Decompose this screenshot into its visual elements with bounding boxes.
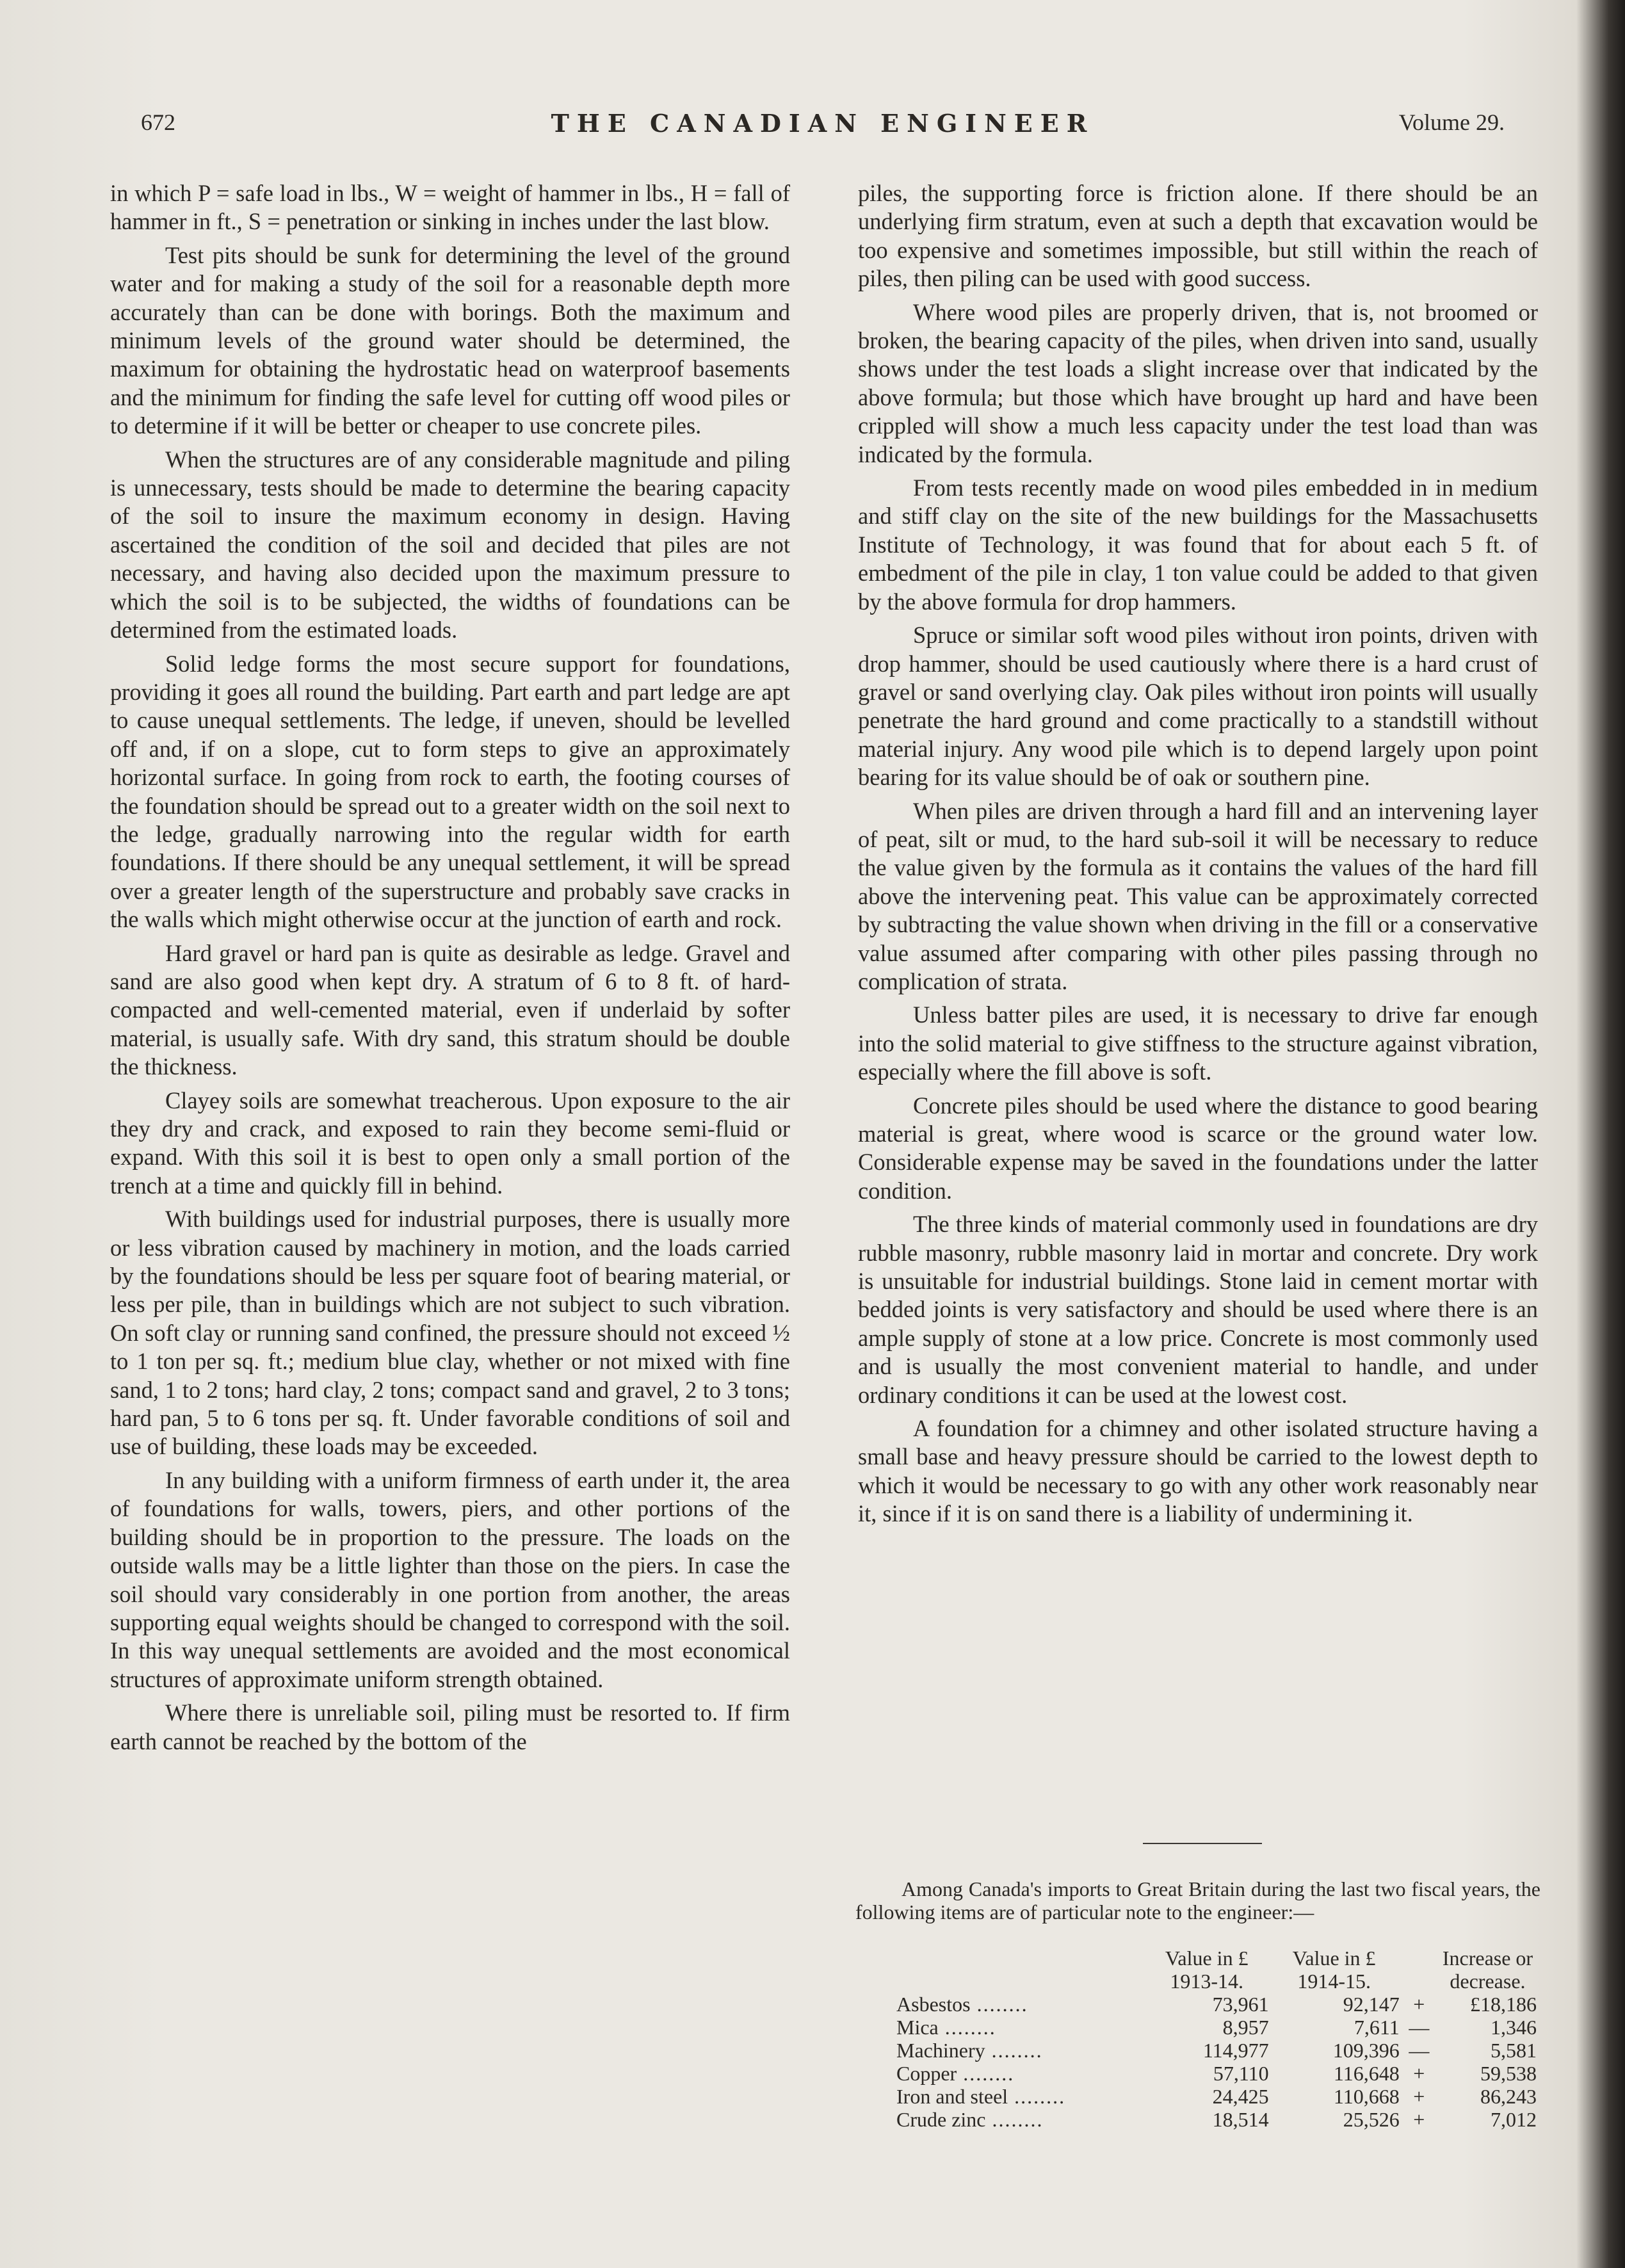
volume-label: Volume 29. <box>1398 109 1505 135</box>
leader-dots: ........ <box>985 2039 1043 2062</box>
value-1913-cell: 8,957 <box>1222 2016 1269 2039</box>
paragraph: Where wood piles are properly driven, that is, not broomed or broken, the bearing capacity of the piles, when driven into sand, usually shows under the test loads a slight increase over that indicated by the above formula; but those which have brought up hard and have been crippled will show a much less capacity under the test load than was indicated by the formula. <box>858 298 1538 467</box>
table-row <box>896 2108 1537 2131</box>
value-1913-header: Value in £ 1913-14. <box>1165 1947 1249 1993</box>
paragraph: in which P = safe load in lbs., W = weight of hammer in lbs., H = fall of hammer in ft., S = penetration or sinking in inches under the last blow. <box>110 180 790 235</box>
table-row <box>896 1993 1537 2016</box>
page-number: 672 <box>141 109 175 135</box>
paragraph: When piles are driven through a hard fill and an intervening layer of peat, silt or mud, to the hard sub-soil it will be necessary to reduce the value given by the formula as it contains the values of the hard fill above the intervening peat. This value can be approximately corrected by subtracting the value shown when driving in the fill or a conservative value assumed after comparing with other piles passing through no complication of strata. <box>858 797 1538 994</box>
change-cell: 7,012 <box>1491 2108 1537 2131</box>
paragraph: Where there is unreliable soil, piling must be resorted to. If firm earth cannot be reached by the bottom of the <box>110 1699 790 1754</box>
change-cell: 59,538 <box>1480 2062 1537 2085</box>
page-header <box>141 109 1505 147</box>
change-sign-cell: + <box>1413 2108 1425 2131</box>
paragraph: When the structures are of any considerable magnitude and piling is unnecessary, tests should be made to determine the bearing capacity of the soil to insure the maximum economy in design. Having ascertained the condition of the soil and decided that piles are not necessary, and having also decided upon the maximum pressure to which the soil is to be subjected, the widths of foundations can be determined from the estimated loads. <box>110 446 790 644</box>
table-row <box>896 2062 1537 2085</box>
table-row <box>896 2016 1537 2039</box>
imports-note <box>855 1877 1540 1924</box>
value-1914-header: Value in £ 1914-15. <box>1292 1947 1376 1993</box>
item-column-header <box>896 1947 1145 1993</box>
leader-dots: ........ <box>938 2016 996 2039</box>
paragraph: Clayey soils are somewhat treacherous. Upon exposure to the air they dry and crack, and exposed to rain they become semi-fluid or expand. With this soil it is best to open only a small portion of the trench at a time and quickly fill in behind. <box>110 1087 790 1199</box>
section-divider <box>1143 1843 1262 1844</box>
table-row <box>896 2039 1537 2062</box>
item-name: Iron and steel ........ <box>896 2085 1066 2108</box>
leader-dots: ........ <box>957 2062 1015 2085</box>
sign-column-header <box>1400 1947 1439 1993</box>
paragraph: Concrete piles should be used where the distance to good bearing material is great, where wood is scarce or the ground water low. Considerable expense may be saved in the foundations under the latter condition. <box>858 1092 1538 1204</box>
item-name: Mica ........ <box>896 2016 996 2039</box>
paragraph: Solid ledge forms the most secure support for foundations, providing it goes all round the building. Part earth and part ledge are apt to cause unequal settlements. The ledge, if uneven, should be levelled off and, if on a slope, cut to form steps to give an approximately horizontal surface. In going from rock to earth, the footing courses of the foundation should be spread out to a greater width on the soil next to the ledge, gradually narrowing into the regular width for earth foundations. If there should be any unequal settlement, it will be spread over a greater length of the superstructure and probably save cracks in the walls which might otherwise occur at the junction of earth and rock. <box>110 650 790 933</box>
imports-header-row <box>896 1947 1537 1993</box>
value-1914-cell: 7,611 <box>1354 2016 1400 2039</box>
value-1913-cell: 18,514 <box>1212 2108 1269 2131</box>
paragraph: Test pits should be sunk for determining the level of the ground water and for making a study of the soil for a reasonable depth more accurately than can be done with borings. Both the maximum and minimum levels of the ground water should be determined, the maximum for obtaining the hydrostatic head on waterproof basements and the minimum for finding the safe level for cutting off wood piles or to determine if it will be better or cheaper to use concrete piles. <box>110 241 790 439</box>
left-column <box>110 179 790 1761</box>
change-sign-cell: — <box>1409 2016 1430 2039</box>
change-sign-cell: + <box>1413 1993 1425 2016</box>
change-header: Increase or decrease. <box>1442 1947 1533 1993</box>
paragraph: piles, the supporting force is friction alone. If there should be an underlying firm stratum, even at such a depth that excavation would be too expensive and sometimes impossible, but still within the reach of piles, then piling can be used with good success. <box>858 180 1538 292</box>
value-1914-cell: 109,396 <box>1332 2039 1400 2062</box>
change-cell: £18,186 <box>1470 1993 1537 2016</box>
value-1913-cell: 57,110 <box>1213 2062 1269 2085</box>
paragraph: In any building with a uniform firmness of earth under it, the area of foundations for walls, towers, piers, and other portions of the building should be in proportion to the pressure. The loads on the outside walls may be a little lighter than those on the piers. In case the soil should vary considerably in one portion from another, the areas supporting equal weights should be changed to correspond with the soil. In this way unequal settlements are avoided and the most economical structures of approximate uniform strength obtained. <box>110 1466 790 1692</box>
paragraph: A foundation for a chimney and other isolated structure having a small base and heavy pressure should be carried to the lowest depth to which it would be necessary to go with any other work reasonably near it, since if it is on sand there is a liability of undermining it. <box>858 1415 1538 1527</box>
leader-dots: ........ <box>1008 2085 1066 2108</box>
value-1914-cell: 92,147 <box>1343 1993 1400 2016</box>
right-column <box>858 179 1538 1534</box>
value-1913-cell: 24,425 <box>1212 2085 1269 2108</box>
item-name: Copper ........ <box>896 2062 1015 2085</box>
imports-body <box>896 1993 1537 2131</box>
imports-table <box>896 1947 1537 2131</box>
leader-dots: ........ <box>985 2108 1044 2131</box>
item-name: Machinery ........ <box>896 2039 1043 2062</box>
leader-dots: ........ <box>970 1993 1028 2016</box>
value-1914-cell: 116,648 <box>1333 2062 1400 2085</box>
paragraph: Hard gravel or hard pan is quite as desirable as ledge. Gravel and sand are also good when kept dry. A stratum of 6 to 8 ft. of hard-compacted and well-cemented material, even if underlaid by softer material, is usually safe. With dry sand, this stratum should be double the thickness. <box>110 939 790 1080</box>
item-name: Asbestos ........ <box>896 1993 1028 2016</box>
journal-title: THE CANADIAN ENGINEER <box>551 109 1095 138</box>
paragraph: Unless batter piles are used, it is necessary to drive far enough into the solid material to give stiffness to the structure against vibration, especially where the fill above is soft. <box>858 1001 1538 1085</box>
value-1914-cell: 25,526 <box>1343 2108 1400 2131</box>
paragraph: The three kinds of material commonly used in foundations are dry rubble masonry, rubble masonry laid in mortar and concrete. Dry work is unsuitable for industrial buildings. Stone laid in cement mortar with bedded joints is very satisfactory and should be used where there is an ample supply of stone at a low price. Concrete is most commonly used and is usually the most convenient material to handle, and under ordinary conditions it can be used at the lowest cost. <box>858 1211 1538 1408</box>
item-name: Crude zinc ........ <box>896 2108 1044 2131</box>
paragraph: With buildings used for industrial purposes, there is usually more or less vibration caused by machinery in motion, and the loads carried by the foundations should be less per square foot of bearing material, or less per pile, than in buildings which are not subject to such vibration. On soft clay or running sand confined, the pressure should not exceed ½ to 1 ton per sq. ft.; medium blue clay, whether or not mixed with fine sand, 1 to 2 tons; hard clay, 2 tons; compact sand and gravel, 2 to 3 tons; hard pan, 5 to 6 tons per sq. ft. Under favorable conditions of soil and use of building, these loads may be exceeded. <box>110 1206 790 1460</box>
change-cell: 1,346 <box>1491 2016 1537 2039</box>
value-1913-cell: 114,977 <box>1202 2039 1269 2062</box>
change-sign-cell: + <box>1413 2062 1425 2085</box>
table-row <box>896 2085 1537 2108</box>
change-cell: 5,581 <box>1491 2039 1537 2062</box>
imports-intro: Among Canada's imports to Great Britain during the last two fiscal years, the following items are of particular note to the engineer:— <box>855 1877 1540 1924</box>
paragraph: From tests recently made on wood piles embedded in in medium and stiff clay on the site of the new buildings for the Massachusetts Institute of Technology, it was found that for about each 5 ft. of embedment of the pile in clay, 1 ton value could be added to that given by the above formula for drop hammers. <box>858 474 1538 615</box>
change-sign-cell: + <box>1413 2085 1425 2108</box>
change-cell: 86,243 <box>1480 2085 1537 2108</box>
paragraph: Spruce or similar soft wood piles without iron points, driven with drop hammer, should be used cautiously where there is a hard crust of gravel or sand overlying clay. Oak piles without iron points will usually penetrate the hard ground and come practically to a standstill without material injury. Any wood pile which is to depend largely upon point bearing for its value should be of oak or southern pine. <box>858 622 1538 791</box>
value-1913-cell: 73,961 <box>1212 1993 1269 2016</box>
change-sign-cell: — <box>1409 2039 1430 2062</box>
value-1914-cell: 110,668 <box>1333 2085 1400 2108</box>
